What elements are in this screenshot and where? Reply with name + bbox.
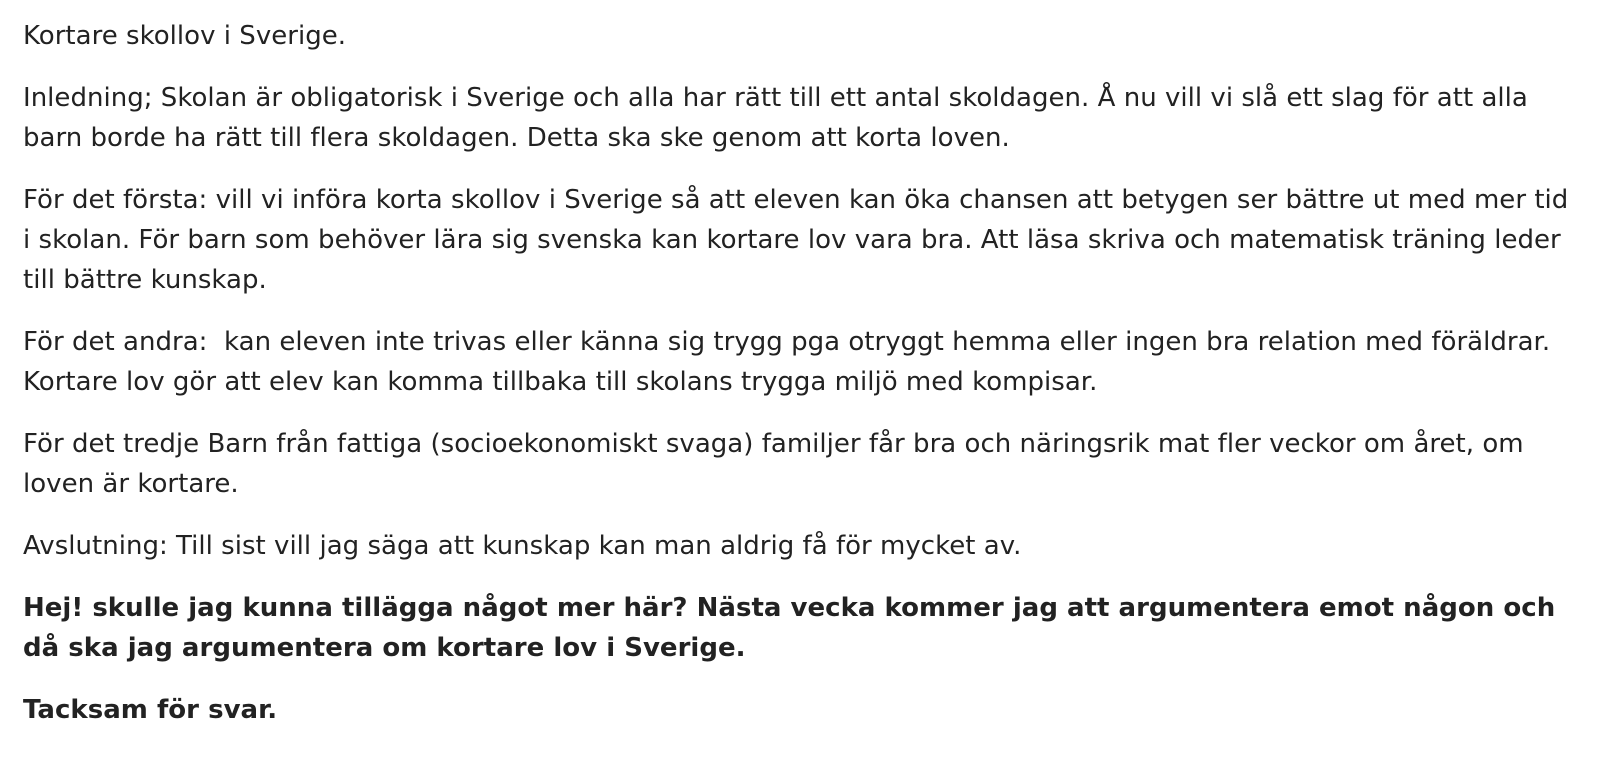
paragraph-second-argument: För det andra: kan eleven inte trivas eller känna sig trygg pga otryggt hemma eller ingen bra relation med föräldrar. Kortare lov gör att elev kan komma tillbaka till skolans trygga miljö med kompisar. — [23, 327, 1559, 397]
question-text: Hej! skulle jag kunna tillägga något mer här? Nästa vecka kommer jag att argumentera emot någon och då ska jag argumentera om kortare lov i Sverige. — [23, 593, 1565, 663]
paragraph-third-argument: För det tredje Barn från fattiga (socioekonomiskt svaga) familjer får bra och näringsrik mat fler veckor om året, om loven är kortare. — [23, 429, 1532, 499]
paragraph-first-argument: För det första: vill vi införa korta skollov i Sverige så att eleven kan öka chansen att betygen ser bättre ut med mer tid i skolan. För barn som behöver lära sig svenska kan kortare lov vara bra. Att läsa skriva och matematisk träning leder till bättre kunskap. — [23, 185, 1577, 295]
paragraph-conclusion: Avslutning: Till sist vill jag säga att kunskap kan man aldrig få för mycket av. — [23, 531, 1022, 561]
post-body — [23, 16, 1583, 730]
post-title: Kortare skollov i Sverige. — [23, 21, 347, 51]
thanks-text: Tacksam för svar. — [23, 695, 278, 725]
paragraph-introduction: Inledning; Skolan är obligatorisk i Sverige och alla har rätt till ett antal skoldagen. Å nu vill vi slå ett slag för att alla barn borde ha rätt till flera skoldagen. Detta ska ske genom att korta loven. — [23, 83, 1537, 153]
